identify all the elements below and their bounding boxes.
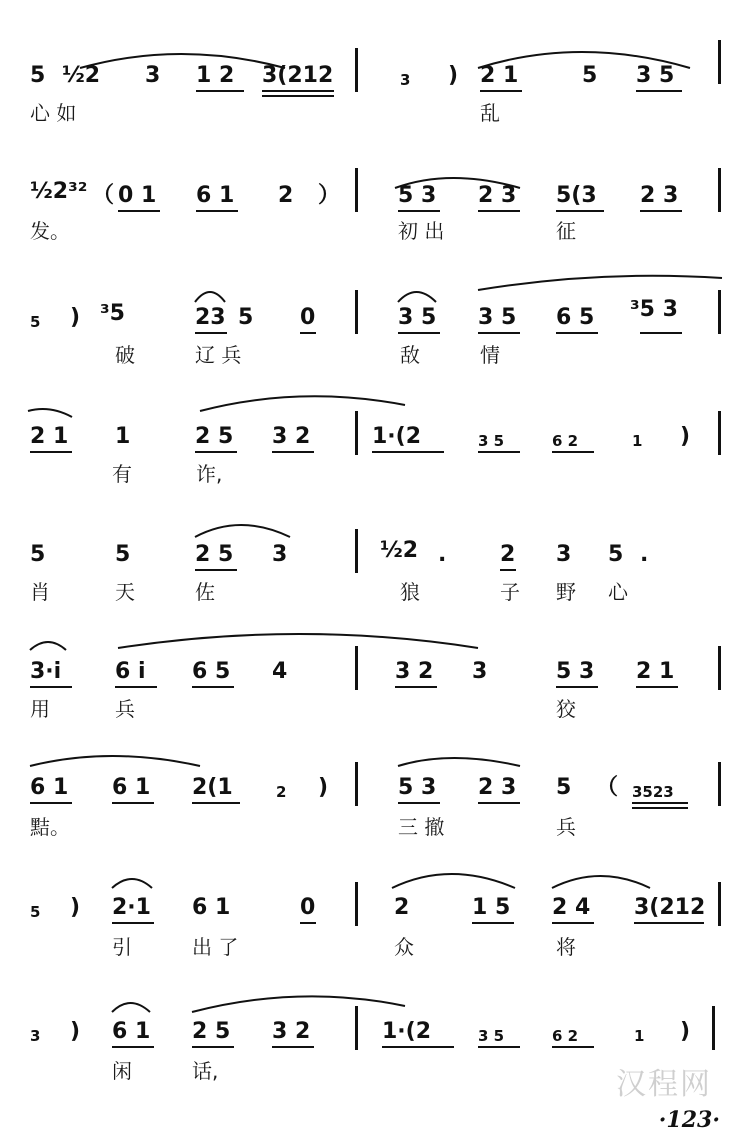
note: ½2³² [30,179,88,204]
note: 2·1 [112,895,151,920]
note: 2 [278,183,294,208]
lyric: 出 了 [192,935,239,959]
note: 4 [272,659,288,684]
lyric: 情 [480,343,500,367]
note: . [640,542,649,567]
bar-line [355,1006,358,1050]
beat-underline [112,922,154,924]
note: 1·(2 [382,1019,432,1044]
note: 3 [556,542,572,567]
beat-underline [500,569,516,571]
score-system [0,40,750,160]
note: 3 5 [478,1027,505,1045]
beat-underline [300,332,316,334]
note: 3 [472,659,488,684]
beat-underline [262,95,334,97]
note: 6 5 [556,305,595,330]
beat-underline [395,686,437,688]
note: 3 5 [636,63,675,88]
note: 5 [608,542,624,567]
score-system [0,620,750,740]
note: 1 [115,424,131,449]
note: ³5 [100,301,125,326]
note: 2 1 [480,63,519,88]
note: （ [92,183,115,208]
bar-line [718,411,721,455]
lyric: 将 [556,935,576,959]
note: ½2 [62,63,101,88]
beat-underline [195,569,237,571]
slur-marks [0,160,750,280]
beat-underline [118,210,160,212]
slur-marks [0,270,750,390]
note: 5 [115,542,131,567]
score-system [0,860,750,980]
beat-underline [632,807,688,809]
lyric: 破 [115,343,135,367]
note: 3·i [30,659,62,684]
note: 2 5 [195,542,234,567]
lyric: 狼 [400,580,420,604]
note: 2 [500,542,516,567]
note: 3 [30,1027,41,1045]
note: 1 5 [472,895,511,920]
note: 6 1 [196,183,235,208]
lyric: 发。 [30,219,70,243]
bar-line [355,290,358,334]
bar-line [712,1006,715,1050]
beat-underline [634,922,704,924]
bar-line [718,168,721,212]
lyric: 众 [394,935,414,959]
lyric: 初 出 [398,219,445,243]
lyric: 辽 兵 [195,343,242,367]
note: 2 3 [478,183,517,208]
bar-line [718,762,721,806]
beat-underline [192,1046,234,1048]
note: 3 2 [272,424,311,449]
note: 2 1 [30,424,69,449]
note: 2 [394,895,410,920]
note: 6 2 [552,1027,579,1045]
beat-underline [556,210,604,212]
note: 3 [272,542,288,567]
bar-line [355,882,358,926]
beat-underline [640,332,682,334]
beat-underline [192,686,234,688]
lyric: 有 [112,462,132,486]
score-system [0,740,750,860]
note: 2(1 [192,775,233,800]
slur-marks [0,40,750,160]
lyric: 肖 [30,580,50,604]
note: 1 [632,432,643,450]
note: 2 3 [640,183,679,208]
note: （ [596,775,619,800]
watermark-logo: 汉程网 [616,1067,712,1102]
note: ) [680,1019,691,1044]
bar-line [355,411,358,455]
bar-line [718,40,721,84]
beat-underline [112,1046,154,1048]
note: 5 [238,305,254,330]
beat-underline [556,332,598,334]
beat-underline [398,210,440,212]
note: ) [70,305,81,330]
beat-underline [552,451,594,453]
beat-underline [196,210,238,212]
lyric: 心 [608,580,628,604]
beat-underline [472,922,514,924]
note: ) [70,895,81,920]
beat-underline [115,686,157,688]
note: 3(212 [262,63,334,88]
note: 6 2 [552,432,579,450]
note: 5 3 [398,183,437,208]
note: ³5 3 [630,297,678,322]
lyric: 用 [30,697,50,721]
note: ) [318,775,329,800]
note: 3523 [632,783,674,801]
note: 6 1 [112,775,151,800]
note: 5 [582,63,598,88]
note: 1 2 [196,63,235,88]
lyric: 乱 [480,101,500,125]
beat-underline [372,451,444,453]
beat-underline [478,332,520,334]
beat-underline [192,802,240,804]
note: 2 5 [192,1019,231,1044]
beat-underline [30,802,72,804]
note: 5(3 [556,183,597,208]
beat-underline [262,90,334,92]
note: ) [448,63,459,88]
note: 3 [400,71,411,89]
note: 1·(2 [372,424,422,449]
beat-underline [552,922,594,924]
beat-underline [480,90,522,92]
note: 5 [556,775,572,800]
score-system [0,270,750,390]
bar-line [355,762,358,806]
bar-line [718,646,721,690]
beat-underline [195,451,237,453]
note: 5 [30,903,41,921]
lyric: 诈, [196,462,223,486]
note: 23 [195,305,226,330]
beat-underline [112,802,154,804]
beat-underline [398,802,440,804]
note: 2 [276,783,287,801]
beat-underline [30,451,72,453]
lyric: 三 撤 [398,815,445,839]
lyric: 兵 [556,815,576,839]
note: 6 1 [112,1019,151,1044]
note: 2 4 [552,895,591,920]
beat-underline [552,1046,594,1048]
lyric: 征 [556,219,576,243]
lyric: 兵 [115,697,135,721]
note: 3 2 [395,659,434,684]
note: 1 [634,1027,645,1045]
note: 3 5 [478,432,505,450]
lyric: 话, [192,1059,219,1083]
beat-underline [478,210,520,212]
slur-marks [0,505,750,625]
beat-underline [30,686,72,688]
note: 3 2 [272,1019,311,1044]
note: ） [318,183,341,208]
lyric: 敌 [400,343,420,367]
note: ) [680,424,691,449]
beat-underline [195,332,227,334]
beat-underline [272,1046,314,1048]
beat-underline [478,1046,520,1048]
note: 3 [145,63,161,88]
note: 3 5 [398,305,437,330]
bar-line [355,168,358,212]
note: 0 [300,895,316,920]
bar-line [355,48,358,92]
bar-line [718,882,721,926]
note: 2 5 [195,424,234,449]
beat-underline [556,686,598,688]
score-system [0,505,750,625]
beat-underline [632,802,688,804]
beat-underline [478,451,520,453]
lyric: 佐 [195,580,215,604]
note: ½2 [380,538,419,563]
lyric: 天 [115,580,135,604]
note: 5 [30,63,46,88]
note: 0 1 [118,183,157,208]
beat-underline [478,802,520,804]
beat-underline [300,922,316,924]
bar-line [718,290,721,334]
beat-underline [640,210,682,212]
note: 5 [30,313,41,331]
bar-line [355,646,358,690]
beat-underline [398,332,440,334]
note: 2 1 [636,659,675,684]
note: 3(212 [634,895,706,920]
note: . [438,542,447,567]
lyric: 心 如 [30,101,77,125]
note: 3 5 [478,305,517,330]
note: 6 i [115,659,146,684]
beat-underline [636,90,682,92]
lyric: 子 [500,580,520,604]
beat-underline [636,686,678,688]
lyric: 狡 [556,697,576,721]
slur-marks [0,860,750,980]
bar-line [355,529,358,573]
beat-underline [196,90,244,92]
note: 5 [30,542,46,567]
score-system [0,385,750,505]
note: 2 3 [478,775,517,800]
note: ) [70,1019,81,1044]
note: 6 1 [192,895,231,920]
lyric: 黠。 [30,815,70,839]
lyric: 闲 [112,1059,132,1083]
beat-underline [272,451,314,453]
note: 0 [300,305,316,330]
note: 6 1 [30,775,69,800]
note: 5 3 [398,775,437,800]
note: 6 5 [192,659,231,684]
score-system [0,160,750,280]
page-number: ·123· [658,1107,720,1133]
lyric: 引 [112,935,132,959]
beat-underline [382,1046,454,1048]
lyric: 野 [556,580,576,604]
note: 5 3 [556,659,595,684]
